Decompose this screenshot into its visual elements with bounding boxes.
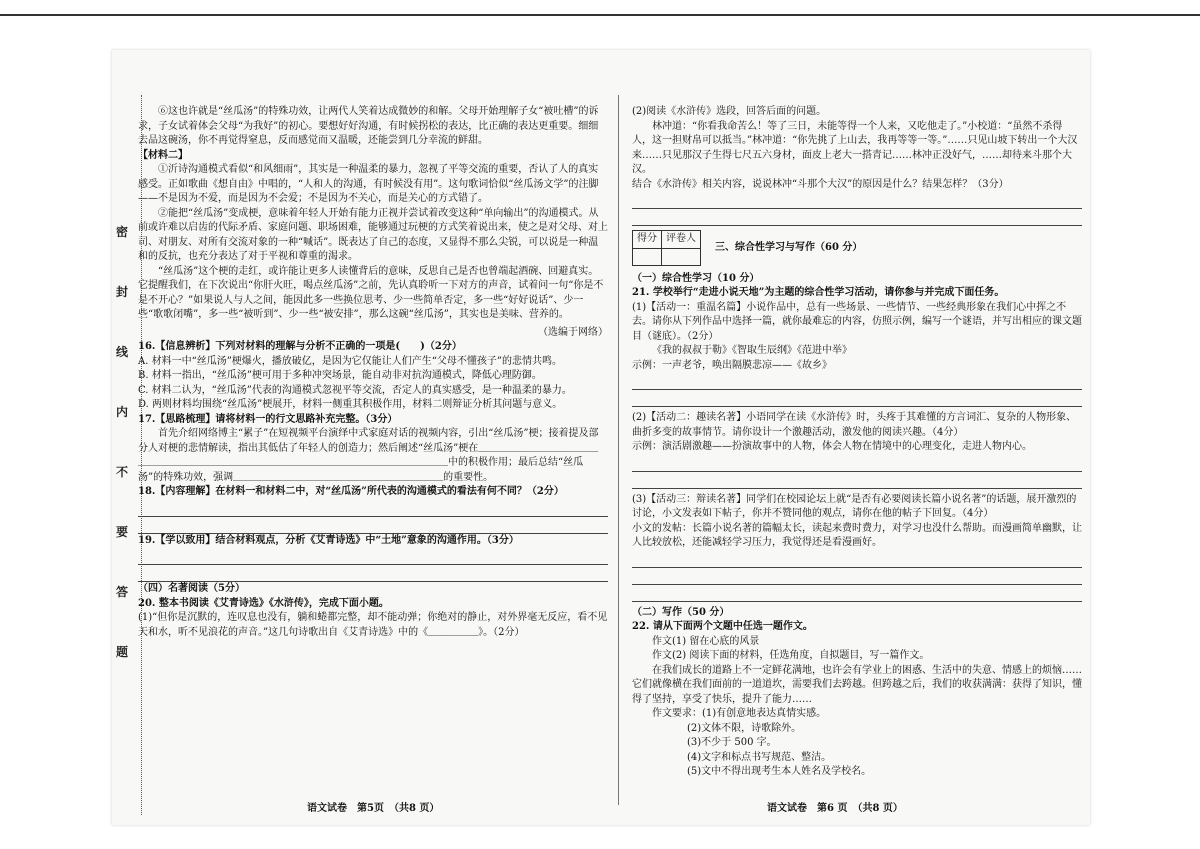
paragraph: ①沂诗沟通模式看似“和风细雨”，其实是一种温柔的暴力，忽视了平等交流的重要，否认了人的真实感受。正如歌曲《想自由》中唱的，“人和人的沟通，有时候没有用”。这句歌词恰似“丝瓜汤文学”的注脚——不是因为不爱，而是因为不会爱；不是因为不关心，而是关心的方式错了。 <box>138 164 599 204</box>
answer-line[interactable] <box>632 587 1082 602</box>
question-19: 19.【学以致用】结合材料观点，分析《艾青诗选》中“土地”意象的沟通作用。（3分） <box>138 534 519 546</box>
section-a-heading: （一）综合性学习（10 分） <box>632 272 760 284</box>
paragraph: “丝瓜汤”这个梗的走红，或许能让更多人读懂背后的意味，反思自己是否也曾端起酒碗、回避真实。它提醒我们，在下次说出“你肝火旺，喝点丝瓜汤”之前，先认真聆听一下对方的声音，试着问一句“你是不是不开心？”如果说人与人之间，能因此多一些换位思考、少一些简单否定，多一些“好好说话”、少一些“歌歌闭嘴”，多一些“被听到”、少一些“被安排”，那么这碗“丝瓜汤”，其实也是美味、营养的。 <box>138 265 604 320</box>
activity-3-post: 小文的发帖：长篇小说名著的篇幅太长，读起来费时费力，对学习也没什么帮助。而漫画简单幽默，让人比较放松，还能减轻学习压力，我觉得还是看漫画好。 <box>632 522 1082 548</box>
question-20-2-prompt: 结合《水浒传》相关内容，说说林冲“斗那个大汉”的原因是什么？结果怎样？（3分） <box>632 178 1009 190</box>
binding-char: 线 <box>116 345 129 359</box>
answer-line[interactable] <box>138 519 608 534</box>
answer-line[interactable] <box>632 375 1082 390</box>
page-footer-right: 语文试卷 第6 页 （共8 页） <box>767 803 903 814</box>
option-d: D. 两则材料均围绕“丝瓜汤”梗展开，材料一侧重其积极作用，材料二则辩证分析其问题与意义。 <box>138 399 563 410</box>
answer-line[interactable] <box>632 392 1082 407</box>
essay-requirement: (3)不少于 500 字。 <box>687 737 777 748</box>
activity-3: (3)【活动三：辩读名著】同学们在校园论坛上就“是否有必要阅读长篇小说名著”的话题，展开激烈的讨论，小文发表如下帖子，你并不赞同他的观点，请你在他的帖子下回复。（4分） <box>632 493 1077 519</box>
essay-topic-2: 作文(2) 阅读下面的材料，任选角度，自拟题目，写一篇作文。 <box>652 650 930 661</box>
question-20-1: (1)“但你是沉默的，连叹息也没有，躺和蜷都完整，却不能动弹；你绝对的静止，对外界毫无反应，看不见天和水，听不见浪花的声音。”这几句诗歌出自《艾青诗选》中的《＿＿＿＿＿》。（2分） <box>138 612 608 638</box>
section-b-heading: （二）写作（50 分） <box>632 606 730 618</box>
page-6-column <box>632 105 1082 780</box>
activity-1-works: 《我的叔叔于勒》《智取生辰纲》《范进中举》 <box>652 345 852 356</box>
score-cell[interactable] <box>633 248 662 265</box>
page-footer-left: 语文试卷 第5页 （共8 页） <box>307 803 440 814</box>
essay-requirement: (5)文中不得出现考生本人姓名及学校名。 <box>687 766 872 777</box>
question-17: 17.【思路梳理】请将材料一的行文思路补充完整。（3分） <box>138 413 398 425</box>
binding-char: 不 <box>116 465 129 479</box>
question-22: 22. 请从下面两个文题中任选一题作文。 <box>632 621 813 632</box>
top-border-line <box>0 14 1200 16</box>
question-20: 20. 整本书阅读《艾青诗选》《水浒传》，完成下面小题。 <box>138 597 389 609</box>
material-2-heading: 【材料二】 <box>138 149 188 161</box>
score-label: 得分 <box>633 231 662 249</box>
answer-line[interactable] <box>632 211 1082 226</box>
column-divider <box>618 95 619 805</box>
activity-1-example: 示例：一声老爷，唤出隔膜悲凉——《故乡》 <box>632 359 832 371</box>
answer-line[interactable] <box>632 553 1082 568</box>
paragraph: ⑥这也许就是“丝瓜汤”的特殊功效，让两代人笑着达成微妙的和解。父母开始理解子女“被吐槽”的诉求，子女试着体会父母“为我好”的初心。要想好好沟通，有时候拐松的表达，比正确的表达更重要。细细去品这碗汤，你不再觉得窒息，反而感觉而又温暖，还能尝到几分幸流的鲜甜。 <box>138 106 599 146</box>
section-3-heading: 三、综合性学习与写作（60 分） <box>715 241 863 253</box>
answer-line[interactable] <box>138 567 608 582</box>
essay-material: 在我们成长的道路上不一定鲜花满地，也许会有学业上的困惑、生活中的失意、情感上的烦恼……它们就像横在我们面前的一道道坎，需要我们去跨越。但跨越之后，我们的收获满满：获得了知识，懂得了坚持，享受了快乐，提升了能力…… <box>632 664 1082 705</box>
grader-cell[interactable] <box>662 248 701 265</box>
answer-line[interactable] <box>632 474 1082 489</box>
question-16: 16.【信息辨析】下列对材料的理解与分析不正确的一项是( )（2分） <box>138 341 462 352</box>
answer-line[interactable] <box>632 194 1082 209</box>
essay-topic-1: 作文(1) 留在心底的风景 <box>652 635 760 647</box>
page-5-column <box>138 105 608 640</box>
binding-char: 密 <box>116 225 129 239</box>
option-b: B. 材料一指出，“丝瓜汤”梗可用于多种冲突场景，能自动非对抗沟通模式，降低心理防御。 <box>138 370 542 381</box>
essay-requirement: 作文要求：(1)有创意地表达真情实感。 <box>652 708 827 719</box>
question-20-2: (2)阅读《水浒传》选段，回答后面的问题。 <box>632 106 827 117</box>
exam-sheet <box>112 50 1090 825</box>
binding-char: 要 <box>116 525 129 539</box>
question-17-text: 首先介绍网络博主“累子”在短视频平台演绎中式家庭对话的视频内容，引出“丝瓜汤”梗；接着提及部分人对梗的悲情解读，指出其低估了年轻人的创造力；然后阐述“丝瓜汤”梗在＿＿＿＿＿＿＿＿＿＿＿＿＿＿＿＿＿＿＿＿＿＿＿＿＿＿＿＿＿＿＿＿＿＿＿＿＿＿＿＿＿＿＿中的积极作用；最后总结“丝瓜汤”的特殊功效，强调＿＿＿＿＿＿＿＿＿＿＿＿＿＿＿＿＿＿＿＿＿的重要性。 <box>138 428 599 483</box>
binding-char: 封 <box>116 285 129 299</box>
excerpt: 林冲道：“你看我命苦么！等了三日，未能等得一个人来，又吃他走了。”小校道：“虽然不杀得人，这一担财帛可以抵当。”林冲道：“你先挑了上山去，我再等等一等。”……只见山坡下转出一个大汉来……只见那汉子生得七尺五六身材，面皮上老大一搭青记……林冲正没好气，……却待来斗那个大汉。 <box>632 120 1078 175</box>
score-box <box>632 230 1082 266</box>
question-21: 21. 学校举行“走进小说天地”为主题的综合性学习活动，请你参与并完成下面任务。 <box>632 287 1005 298</box>
paragraph: ②能把“丝瓜汤”变成梗，意味着年轻人开始有能力正视并尝试着改变这种“单向输出”的沟通模式。从前或许难以启齿的代际矛盾、家庭问题、职场困难，能够通过玩梗的方式笑着说出来，使之是对父母、对上司、对朋友、对所有交流对象的一种“喊话”。既表达了自己的态度，又显得不那么尖锐，可以说是一种温和的反抗，也充分表达了对于平视和尊重的渴求。 <box>138 207 608 262</box>
answer-line[interactable] <box>632 570 1082 585</box>
essay-requirement: (4)文字和标点书写规范、整洁。 <box>687 751 832 763</box>
answer-line[interactable] <box>138 550 608 565</box>
option-a: A. 材料一中“丝瓜汤”梗爆火，播放破亿，是因为它仅能让人们产生“父母不懂孩子”的悲情共鸣。 <box>138 355 563 367</box>
section-4-heading: （四）名著阅读（5分） <box>138 583 245 594</box>
answer-line[interactable] <box>632 457 1082 472</box>
binding-char: 题 <box>116 645 129 659</box>
binding-char: 内 <box>116 405 129 419</box>
score-table <box>632 230 701 266</box>
option-c: C. 材料二认为，“丝瓜汤”代表的沟通模式忽视平等交流，否定人的真实感受，是一种温柔的暴力。 <box>138 384 572 396</box>
activity-2: (2)【活动二：趣读名著】小语同学在读《水浒传》时，头疼于其难懂的方言词汇、复杂的人物形象、曲折多变的故事情节。请你设计一个激趣活动，激发他的阅读兴趣。（4分） <box>632 412 1077 438</box>
answer-line[interactable] <box>138 502 608 517</box>
question-18: 18.【内容理解】在材料一和材料二中，对“丝瓜汤”所代表的沟通模式的看法有何不同？（2分） <box>138 486 564 497</box>
activity-2-example: 示例：演活剧激趣——扮演故事中的人物，体会人物在情境中的心理变化，走进人物内心。 <box>632 441 1032 452</box>
grader-label: 评卷人 <box>662 231 701 249</box>
binding-margin <box>112 105 140 745</box>
essay-requirement: (2)文体不限，诗歌除外。 <box>687 722 802 734</box>
binding-char: 答 <box>116 585 129 599</box>
activity-1: (1)【活动一：重温名篇】小说作品中，总有一些场景、一些情节、一些经典形象在我们心中挥之不去。请你从下列作品中选择一篇，就你最难忘的内容，仿照示例，编写一个谜语，并写出相应的课文题目（谜底）。（2分） <box>632 301 1082 342</box>
source-note: （选编于网络） <box>538 326 608 338</box>
